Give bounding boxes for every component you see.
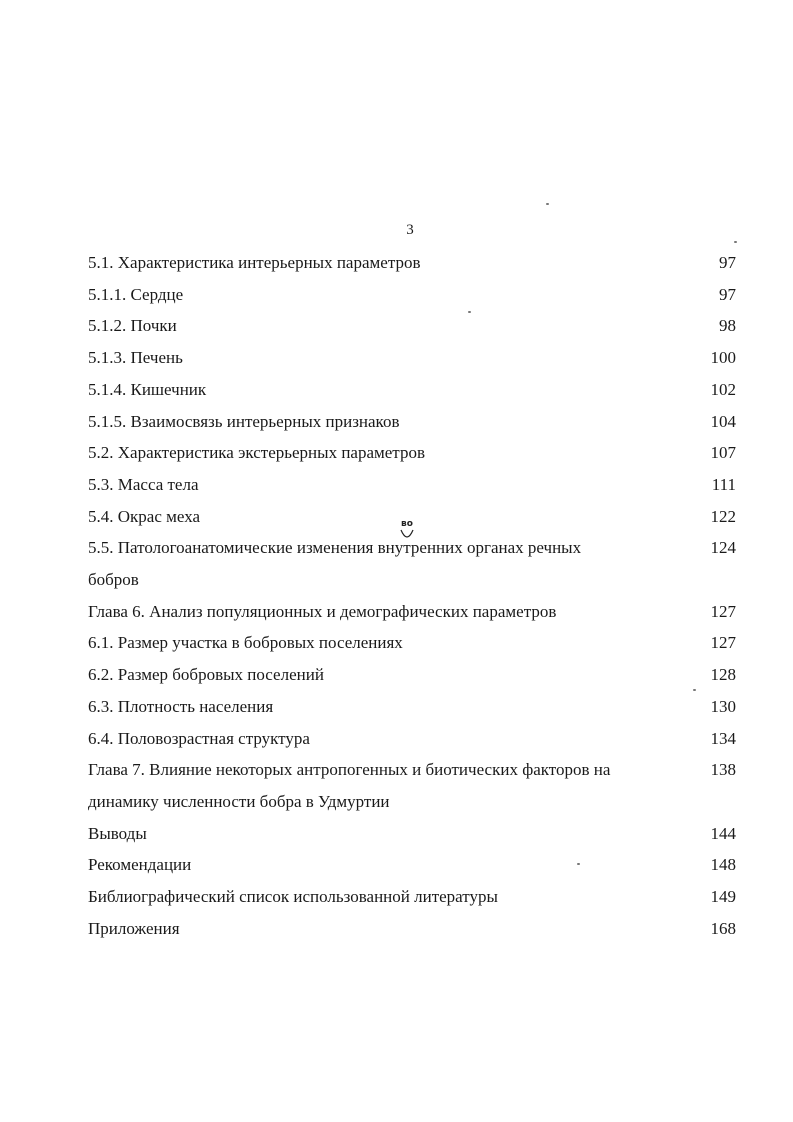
toc-entry-page: 97 <box>719 253 736 272</box>
toc-entry-title: 5.1.5. Взаимосвязь интерьерных признаков <box>88 411 400 431</box>
toc-entry-page: 138 <box>710 760 736 780</box>
scan-speck <box>577 863 580 865</box>
toc-entry-page: 97 <box>719 284 736 304</box>
page-number: 3 <box>406 222 414 238</box>
toc-entry-title-multiline <box>88 519 696 595</box>
toc-entry-title: Библиографический список использованной литературы <box>88 887 498 907</box>
toc-entry-title: 6.2. Размер бобровых поселений <box>88 665 324 685</box>
toc-entry-title-continuation: бобров <box>88 570 139 590</box>
toc-entry <box>88 818 736 850</box>
handwritten-insert: во <box>401 519 413 530</box>
toc-entry <box>88 342 736 374</box>
toc-entry <box>88 691 736 723</box>
toc-entry <box>88 849 736 881</box>
scan-speck <box>734 241 737 243</box>
toc-entry <box>88 247 736 279</box>
toc-entry <box>88 406 736 438</box>
toc-entry <box>88 659 736 691</box>
toc-entry-title: 5.1.4. Кишечник <box>88 379 207 399</box>
toc-entry-title: 5.2. Характеристика экстерьерных параметров <box>88 443 425 463</box>
toc-entry-page: 144 <box>710 823 736 843</box>
toc-entry <box>88 310 736 342</box>
toc-entry-title: 5.3. Масса тела <box>88 474 199 494</box>
toc-entry-page: 111 <box>711 474 736 494</box>
scan-speck <box>468 311 471 313</box>
toc-entry <box>88 469 736 501</box>
toc-entry <box>88 913 736 945</box>
toc-entry-page: 104 <box>710 411 736 431</box>
toc-entry-page: 134 <box>710 728 736 748</box>
toc-entry-title: 6.4. Половозрастная структура <box>88 728 310 748</box>
toc-entry <box>88 723 736 755</box>
toc-entry-title: 5.1.3. Печень <box>88 348 183 368</box>
toc-entry-title: 5.1.1. Сердце <box>88 284 184 304</box>
toc-entry <box>88 374 736 406</box>
toc-entry-page: 122 <box>710 506 736 526</box>
toc-entry <box>88 754 736 817</box>
scan-speck <box>693 689 696 691</box>
toc-entry-page: 107 <box>710 443 736 463</box>
toc-entry-page: 127 <box>710 601 736 621</box>
toc-entry-title: Приложения <box>88 918 180 938</box>
toc-entry-page: 168 <box>710 918 736 938</box>
toc-entry-page: 127 <box>710 633 736 653</box>
toc-entry-title: 6.3. Плотность населения <box>88 696 274 716</box>
scan-speck <box>546 203 549 205</box>
toc-entry-title: 5.4. Окрас меха <box>88 506 201 526</box>
insertion-caret-icon <box>400 529 414 538</box>
toc-entry-page: 149 <box>710 887 736 907</box>
toc-entry <box>88 881 736 913</box>
toc-entry-title: Рекомендации <box>88 855 192 875</box>
toc-entry-page: 128 <box>710 665 736 685</box>
toc-entry-page: 98 <box>719 316 736 336</box>
toc-entry <box>88 279 736 311</box>
toc-entry-page: 124 <box>710 538 736 558</box>
table-of-contents <box>88 247 736 944</box>
toc-entry-title: 5.5. Патологоанатомические изменения внутренних органах речных <box>88 538 582 558</box>
toc-entry <box>88 519 736 595</box>
toc-entry-title: 5.1. Характеристика интерьерных параметров <box>88 253 421 272</box>
toc-entry-page: 100 <box>710 348 736 368</box>
toc-entry-title-continuation: динамику численности бобра в Удмуртии <box>88 791 390 811</box>
toc-entry <box>88 437 736 469</box>
toc-entry-page: 148 <box>710 855 736 875</box>
toc-entry-title: Выводы <box>88 823 147 843</box>
toc-entry-title: Глава 6. Анализ популяционных и демографических параметров <box>88 601 557 621</box>
toc-entry <box>88 627 736 659</box>
toc-entry <box>88 596 736 628</box>
toc-entry-title: 5.1.2. Почки <box>88 316 177 336</box>
toc-entry-page: 130 <box>710 696 736 716</box>
toc-entry-title-multiline <box>88 754 696 817</box>
toc-entry-page: 102 <box>710 379 736 399</box>
toc-entry-title: 6.1. Размер участка в бобровых поселениях <box>88 633 403 653</box>
toc-entry-title: Глава 7. Влияние некоторых антропогенных и биотических факторов на <box>88 760 611 780</box>
